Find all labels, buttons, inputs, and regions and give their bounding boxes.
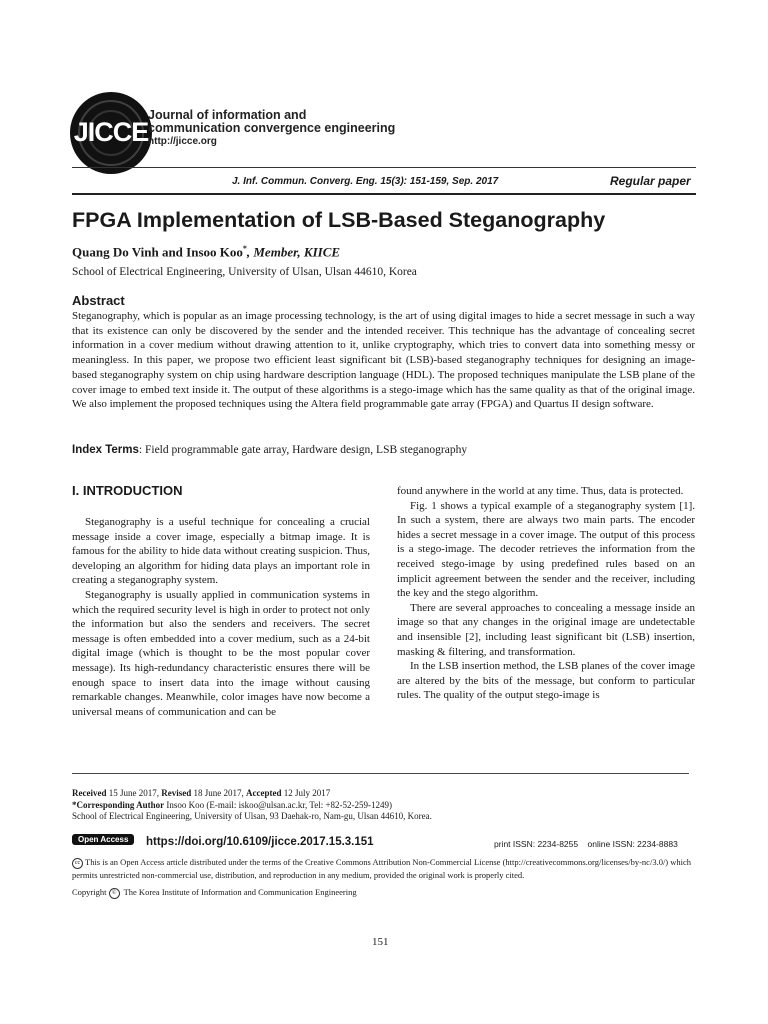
received-line [72,788,432,800]
journal-name [148,109,395,148]
column-right [397,484,695,703]
license-body: This is an Open Access article distributed under the terms of the Creative Commons Attribution Non-Commercial License (http://creativecommons.org/licenses/by-nc/3.0/) which permits unrestricted non-commercial use, distribution, and reproduction in any medium, provided the original work is properly cited. [72,857,692,880]
accepted-date: 12 July 2017 [281,788,331,798]
address-line: School of Electrical Engineering, University of Ulsan, 93 Daehak-ro, Nam-gu, Ulsan 44610, Korea. [72,811,432,821]
license-text [72,856,697,881]
copyright-icon: © [109,888,120,899]
page-number: 151 [372,936,389,948]
received-date: 15 June 2017, [106,788,162,798]
paragraph: Steganography is usually applied in communication systems in which the required security level is high in order to protect not only the information but also the senders and receivers. The secret message is often embedded into a cover medium, such as a 24-bit digital image (which is thought to be the most popular cover message). Its high-redundancy characteristic ensures there will be enough space to insert data into the image without causing remarkable changes. Meanwhile, color images have now become a universal means of communication and can be [72,588,370,718]
corresponding-mark: * [242,244,247,253]
journal-logo [70,92,152,174]
index-terms [72,444,467,456]
revised-label: Revised [161,788,192,798]
logo-text: JICCE [73,117,149,147]
corresponding-line [72,800,432,812]
header-rule-bottom [72,193,696,195]
corresponding-label: *Corresponding Author [72,799,165,810]
copyright-label: Copyright [72,887,107,897]
paragraph: found anywhere in the world at any time. Thus, data is protected. [397,485,684,497]
paragraph: There are several approaches to concealing a message inside an image so that any changes in the original image are undetectable and insensible [2], including least significant bit (LSB) insertion, masking & filtering, and transformation. [397,601,695,658]
affiliation: School of Electrical Engineering, University of Ulsan, Ulsan 44610, Korea [72,266,417,278]
accepted-label: Accepted [245,788,282,798]
authors [72,244,340,260]
footnote-block [72,788,432,823]
column-left [72,515,370,719]
paragraph: Fig. 1 shows a typical example of a steganography system [1]. In such a system, there are always two main parts. The encoder hides a secret message in a cover image. The output of this process is a stego-image. The decoder retrieves the information from the received stego-image by using predefined rules based on an implicit agreement between the sender and the receiver, including the key and the stego algorithm. [397,499,695,600]
abstract-heading: Abstract [72,293,125,308]
copyright-holder: The Korea Institute of Information and Communication Engineering [123,887,357,897]
paragraph: Steganography is a useful technique for concealing a crucial message inside a cover image, especially a bitmap image. It is famous for the ability to hide data without creating suspicion. Thus, developing an algorithm for hiding data plays an important role in creating a steganography system. [72,516,370,587]
paper-title: FPGA Implementation of LSB-Based Steganography [72,208,606,232]
abstract-body: Steganography, which is popular as an image processing technology, is the art of using digital images to hide a secret message in such a way that its existence can only be discovered by the sender and the intended receiver. This technique has the advantage of concealing secret information in a cover medium without drawing attention to it, unlike cryptography, which tries to convert data into something messy or meaningless. In this paper, we propose two efficient least significant bit (LSB)-based steganography techniques for designing an image-based steganography system on chip using hardware description language (HDL). The proposed techniques manipulate the LSB plane of the cover image to embed text inside it. The output of these algorithms is a stego-image which has the same quality as that of the original image. We also implement the proposed techniques using the Altera field programmable gate array (FPGA) and Quartus II design software. [72,310,695,411]
paper-type: Regular paper [610,174,691,188]
copyright-line [72,887,357,899]
open-access-badge: Open Access [72,834,134,845]
paragraph: In the LSB insertion method, the LSB planes of the cover image are altered by the bits of the message, but conform to particular rules. The quality of the output stego-image is [397,660,695,702]
author-membership: , Member, KIICE [246,244,341,260]
revised-date: 18 June 2017, [191,788,246,798]
index-terms-label: Index Terms [72,444,139,456]
issn: print ISSN: 2234-8255 online ISSN: 2234-8883 [494,839,678,849]
corresponding-info: Insoo Koo (E-mail: iskoo@ulsan.ac.kr, Tel: +82-52-259-1249) [164,799,393,810]
footnote-rule [72,773,689,774]
doi-link[interactable]: https://doi.org/10.6109/jicce.2017.15.3.151 [146,836,374,848]
author-names: Quang Do Vinh and Insoo Koo [72,244,243,260]
index-terms-text: : Field programmable gate array, Hardware design, LSB steganography [138,444,468,456]
citation: J. Inf. Commun. Converg. Eng. 15(3): 151-159, Sep. 2017 [232,176,499,187]
journal-url[interactable]: http://jicce.org [148,136,217,147]
received-label: Received [72,788,107,798]
header-rule-top [72,167,696,168]
journal-line-2: communication convergence engineering [148,121,396,135]
section-heading: I. INTRODUCTION [72,483,183,498]
creative-commons-icon: cc [72,858,83,869]
journal-line-1: Journal of information and [148,108,307,122]
